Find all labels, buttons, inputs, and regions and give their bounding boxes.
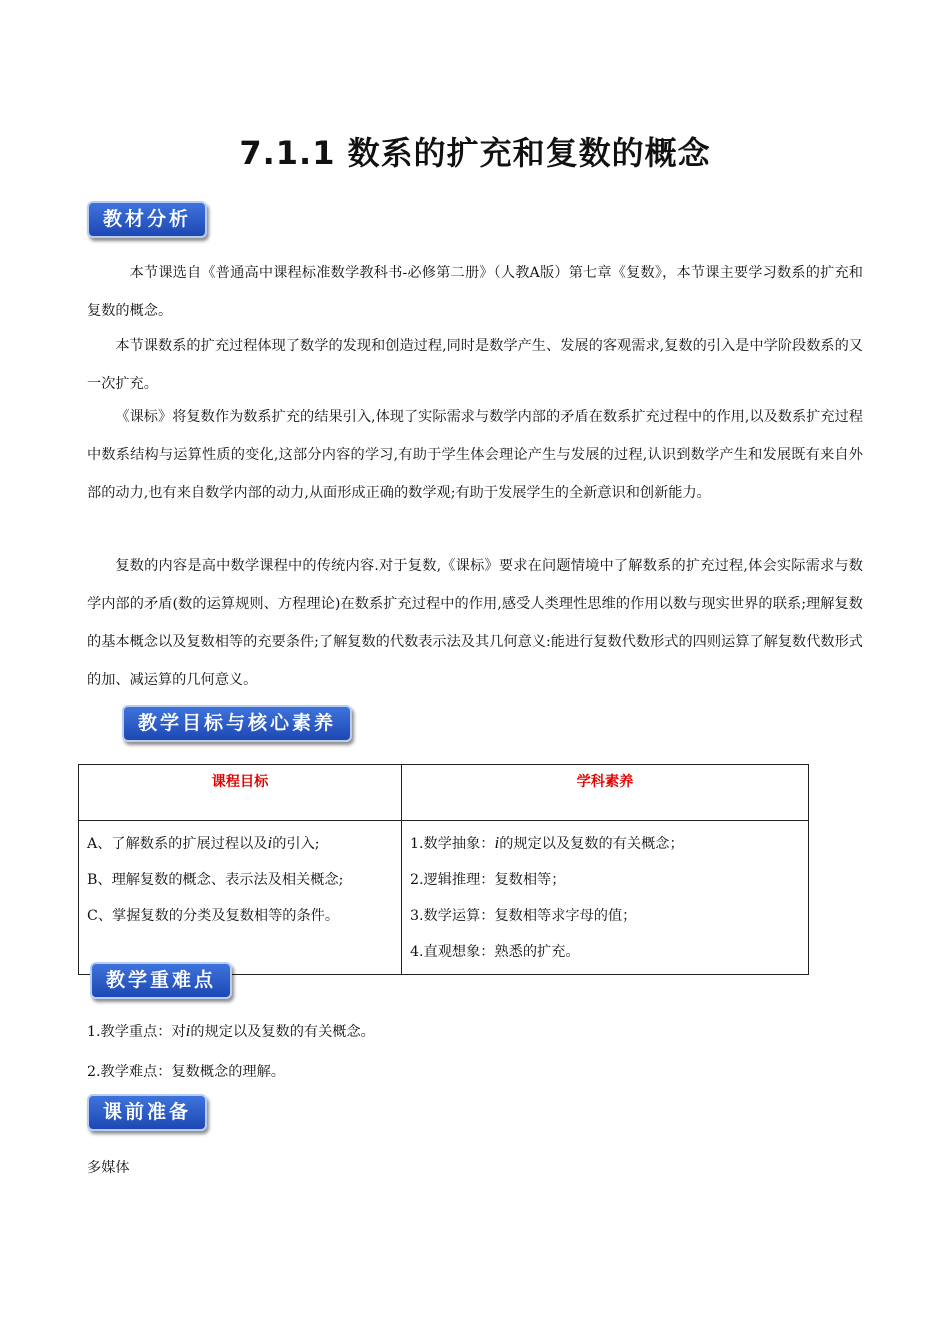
section-badge-preparation: 课前准备 xyxy=(87,1094,207,1131)
section-badge-goals: 教学目标与核心素养 xyxy=(122,705,352,742)
course-goal-a: A、了解数系的扩展过程以及i的引入; xyxy=(87,833,320,852)
literacy-header: 学科素养 xyxy=(402,765,809,821)
goals-table-row xyxy=(79,821,809,975)
literacy-1: 1.数学抽象：i的规定以及复数的有关概念； xyxy=(410,833,684,852)
key-point-2: 2.教学难点：复数概念的理解。 xyxy=(87,1064,285,1080)
goals-table xyxy=(78,764,809,975)
analysis-paragraph-3: 《课标》将复数作为数系扩充的结果引入,体现了实际需求与数学内部的矛盾在数系扩充过程中的作用,以及数系扩充过程中数系结构与运算性质的变化,这部分内容的学习,有助于学生体会理论产生与发展的过程,认识到数学产生和发展既有来自外部的动力,也有来自数学内部的动力,从面形成正确的数学观;有助于发展学生的全新意识和创新能力。 xyxy=(87,409,863,501)
section-badge-key-points: 教学重难点 xyxy=(90,962,232,999)
section-badge-analysis: 教材分析 xyxy=(87,201,207,238)
page-title: 7.1.1 数系的扩充和复数的概念 xyxy=(239,134,711,172)
literacy-cell xyxy=(402,821,809,975)
course-goals-cell xyxy=(79,821,402,975)
course-goal-b: B、理解复数的概念、表示法及相关概念; xyxy=(87,872,344,888)
literacy-2: 2.逻辑推理：复数相等； xyxy=(410,872,566,888)
analysis-paragraph-2: 本节课数系的扩充过程体现了数学的发现和创造过程,同时是数学产生、发展的客观需求,复数的引入是中学阶段数系的又一次扩充。 xyxy=(87,338,863,392)
key-point-1: 1.教学重点：对i的规定以及复数的有关概念。 xyxy=(87,1021,375,1040)
course-goals-header: 课程目标 xyxy=(79,765,402,821)
analysis-paragraph-1: 本节课选自《普通高中课程标准数学教科书-必修第二册》（人教A版）第七章《复数》，本节课主要学习数系的扩充和复数的概念。 xyxy=(87,265,863,319)
preparation-content: 多媒体 xyxy=(87,1160,130,1176)
literacy-3: 3.数学运算：复数相等求字母的值； xyxy=(410,908,637,924)
course-goal-c: C、掌握复数的分类及复数相等的条件。 xyxy=(87,908,340,924)
goals-table-header-row xyxy=(79,765,809,821)
analysis-paragraph-4: 复数的内容是高中数学课程中的传统内容.对于复数,《课标》要求在问题情境中了解数系的扩充过程,体会实际需求与数学内部的矛盾(数的运算规则、方程理论)在数系扩充过程中的作用,感受人类理性思维的作用以数与现实世界的联系;理解复数的基本概念以及复数相等的充要条件;了解复数的代数表示法及其几何意义:能进行复数代数形式的四则运算了解复数代数形式的加、减运算的几何意义。 xyxy=(87,558,863,688)
literacy-4: 4.直观想象：熟悉的扩充。 xyxy=(410,944,580,960)
